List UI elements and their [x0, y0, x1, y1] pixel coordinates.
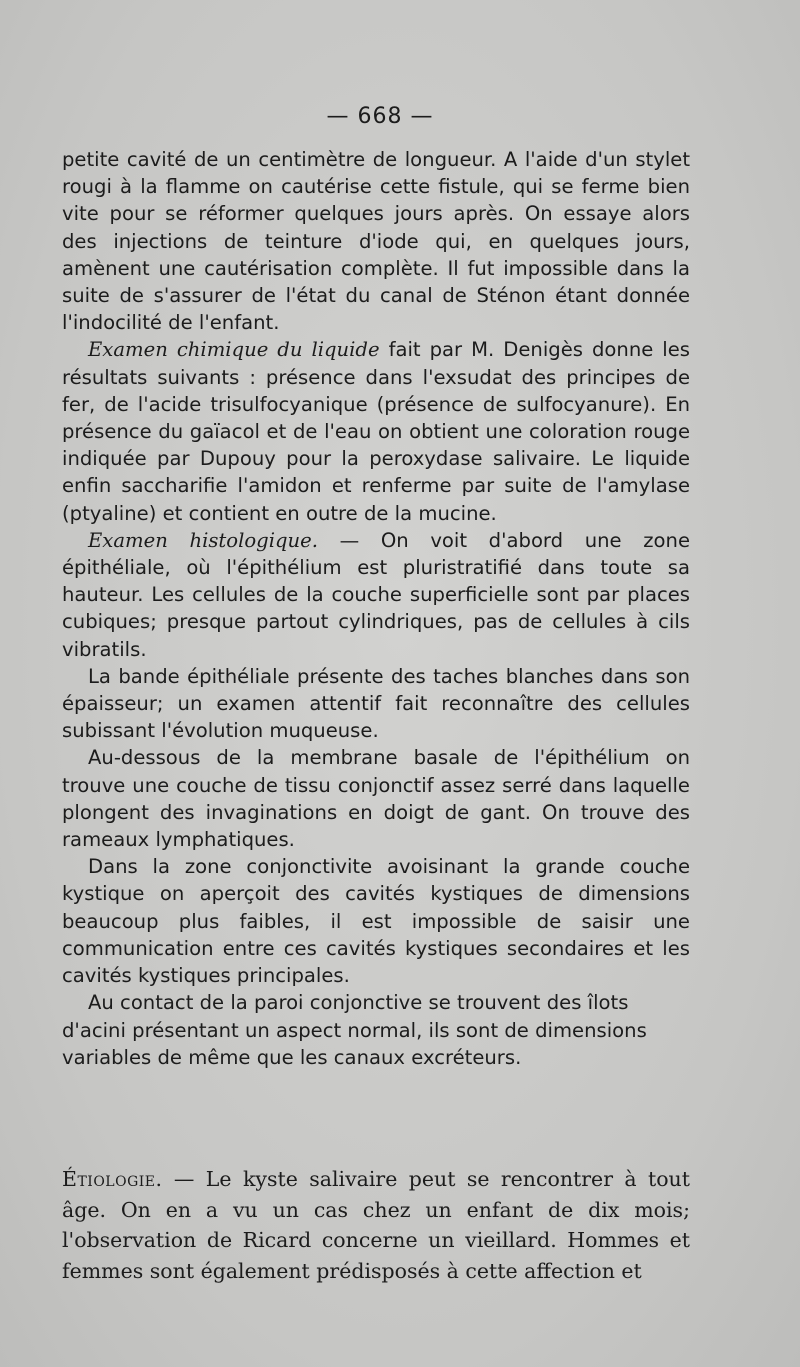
- paragraph: [62, 663, 690, 745]
- section-heading: Examen histologique.: [88, 528, 318, 552]
- page-number: — 668 —: [326, 104, 434, 129]
- paragraph-text: Dans la zone conjonctivite avoisinant la grande couche kystique on aperçoit des cavités kystiques de dimensions beaucoup plus faibles, il est impossible de saisir une communication entre ces cavités kystiques secondaires et les cavités kystiques principales.: [62, 855, 690, 988]
- paragraph-histological-exam: [62, 527, 690, 663]
- body-text: [62, 146, 690, 1071]
- section-heading: Examen chimique du liquide: [88, 338, 380, 362]
- paragraph-text: petite cavité de un centimètre de longueur. A l'aide d'un stylet rougi à la flamme on cautérise cette fistule, qui se ferme bien vite pour se réformer quelques jours après. On essaye alors des injections de teinture d'iode qui, en quelques jours, amènent une cautérisation complète. Il fut impossible dans la suite de s'assurer de l'état du canal de Sténon étant donnée l'indocilité de l'enfant.: [62, 148, 690, 335]
- etiologie-heading: Étiologie.: [62, 1167, 163, 1191]
- etiologie-text: — Le kyste salivaire peut se rencontrer à tout âge. On en a vu un cas chez un enfant de dix mois; l'observation de Ricard concerne un vieillard. Hommes et femmes sont également prédisposés à cette affection et: [62, 1167, 690, 1283]
- paragraph-text: fait par M. Denigès donne les résultats suivants : présence dans l'exsudat des principes de fer, de l'acide trisulfocyanique (présence de sulfocyanure). En présence du gaïacol et de l'eau on obtient une coloration rouge indiquée par Dupouy pour la peroxydase salivaire. Le liquide enfin saccharifie l'amidon et renferme par suite de l'amylase (ptyaline) et contient en outre de la mucine.: [62, 338, 690, 525]
- paragraph-continuation: [62, 146, 690, 336]
- etiologie-paragraph: [62, 1164, 690, 1286]
- paragraph-text: Au contact de la paroi conjonctive se trouvent des îlots d'acini présentant un aspect normal, ils sont de dimensions variables de même que les canaux excréteurs.: [62, 991, 647, 1069]
- paragraph-text: Au-dessous de la membrane basale de l'épithélium on trouve une couche de tissu conjonctif assez serré dans laquelle plongent des invaginations en doigt de gant. On trouve des rameaux lymphatiques.: [62, 746, 690, 852]
- paragraph-text: La bande épithéliale présente des taches blanches dans son épaisseur; un examen attentif fait reconnaître des cellules subissant l'évolution muqueuse.: [62, 664, 690, 743]
- paragraph: [62, 744, 690, 853]
- paragraph: [62, 989, 690, 1071]
- paragraph-text: — On voit d'abord une zone épithéliale, où l'épithélium est pluristratifié dans toute sa hauteur. Les cellules de la couche superficielle sont par places cubiques; presque partout cylindriques, pas de cellules à cils vibratils.: [62, 528, 690, 661]
- paragraph-chemical-exam: [62, 336, 690, 526]
- etiologie-section: [62, 1164, 690, 1286]
- paragraph: [62, 853, 690, 989]
